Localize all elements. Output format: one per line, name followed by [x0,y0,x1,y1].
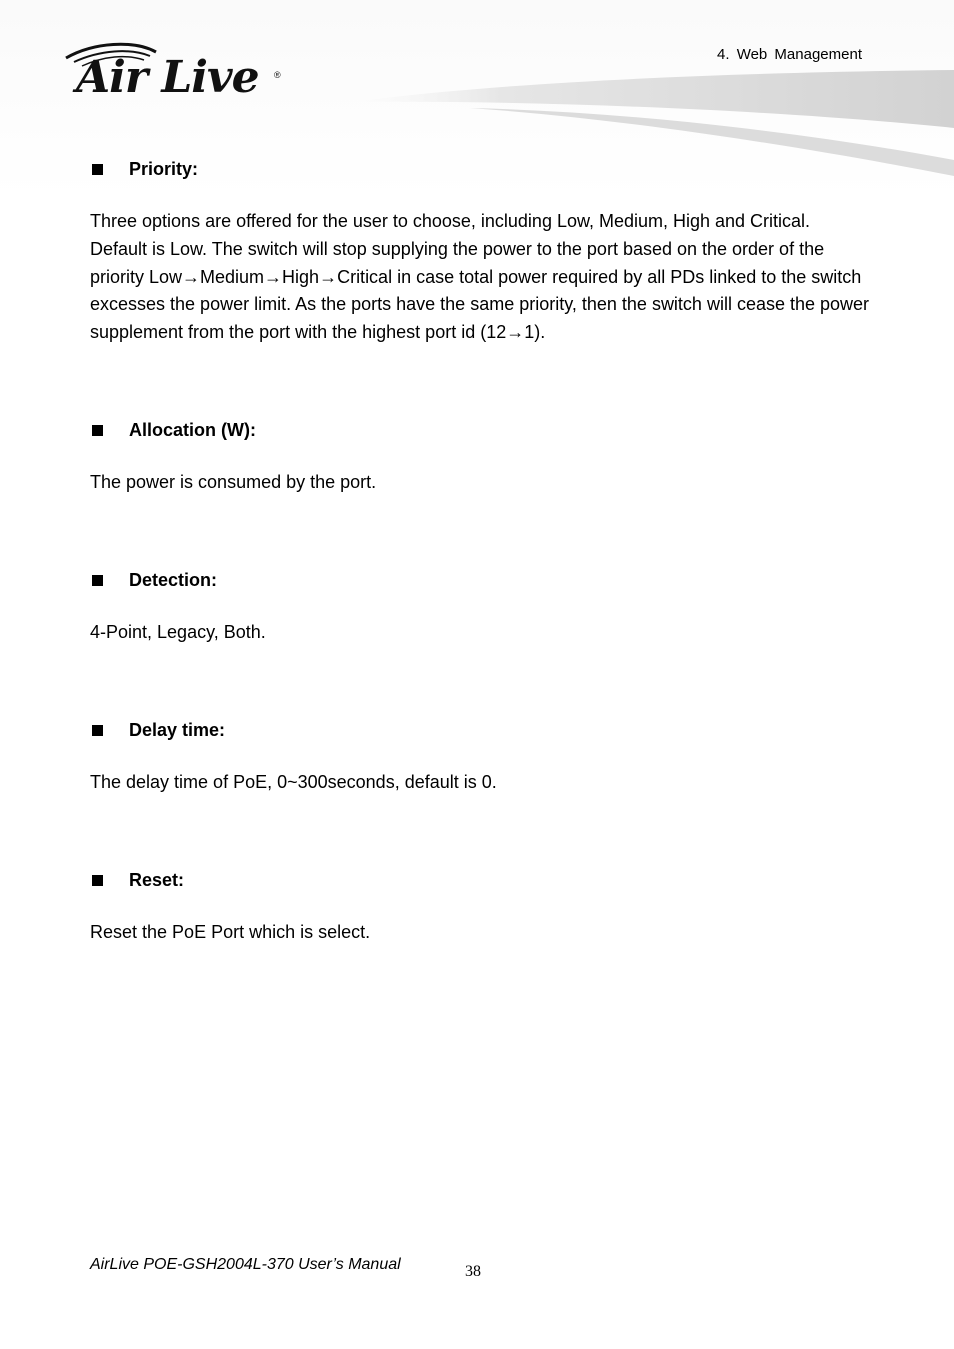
section-detection [90,569,870,647]
square-bullet-icon [92,725,103,736]
page-number: 38 [465,1263,481,1280]
section-body: Reset the PoE Port which is select. [90,922,371,942]
section-title [90,158,870,180]
section-title-text: Priority: [129,159,199,179]
chapter-heading: 4. Web Management [717,46,862,63]
section-body: The delay time of PoE, 0~300seconds, default is 0. [90,772,497,792]
section-body: The power is consumed by the port. [90,472,377,492]
section-title-text: Allocation (W): [129,420,256,440]
section-delay-time [90,719,870,797]
square-bullet-icon [92,875,103,886]
section-title [90,869,870,891]
section-title-text: Delay time: [129,720,226,740]
footer-manual-title: AirLive POE-GSH2004L-370 User’s Manual [90,1256,401,1273]
section-body: 4-Point, Legacy, Both. [90,622,266,642]
logo-registered-mark: ® [274,70,281,80]
section-reset [90,869,870,947]
section-allocation [90,419,870,497]
section-priority [90,158,870,347]
square-bullet-icon [92,164,103,175]
airlive-logo [60,40,290,110]
section-title [90,419,870,441]
square-bullet-icon [92,425,103,436]
section-body: Three options are offered for the user to choose, including Low, Medium, High and Critical. Default is Low. The switch will stop supplying the power to the port based on the order of the priority Low→Medium→High→Critical in case total power required by all PDs linked to the switch excesses the power limit. As the ports have the same priority, then the switch will cease the power supplement from the port with the highest port id (12→1). [90,211,870,343]
section-title-text: Detection: [129,570,218,590]
section-title-text: Reset: [129,870,185,890]
section-title [90,569,870,591]
logo-wordmark: Air Live [76,52,259,103]
square-bullet-icon [92,575,103,586]
section-title [90,719,870,741]
